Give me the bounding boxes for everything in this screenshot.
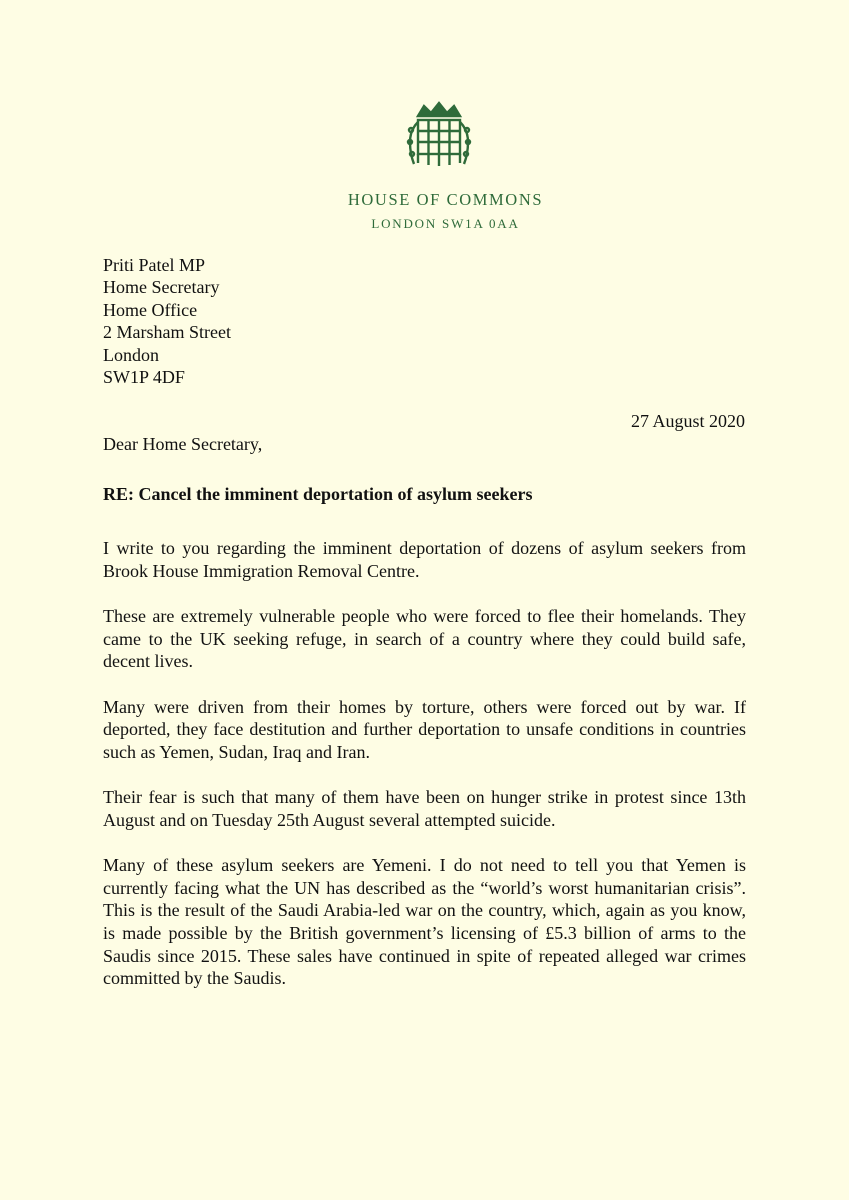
portcullis-crest-icon (404, 100, 474, 174)
letterhead-name: HOUSE OF COMMONS (347, 190, 544, 209)
letter-body (103, 537, 746, 1012)
body-paragraph: Many were driven from their homes by torture, others were forced out by war. If deported, they face destitution and further deportation to unsafe conditions in countries such as Yemen, Sudan, Iraq and Iran. (103, 696, 746, 762)
letter-date: 27 August 2020 (630, 411, 745, 431)
body-paragraph: Many of these asylum seekers are Yemeni. I do not need to tell you that Yemen is currently facing what the UN has described as the “world’s worst humanitarian crisis”. This is the result of the Saudi Arabia-led war on the country, which, again as you know, is made possible by the British government’s licensing of £5.3 billion of arms to the Saudis since 2015. These sales have continued in spite of repeated alleged war crimes committed by the Saudis. (103, 855, 746, 989)
body-paragraph: These are extremely vulnerable people who were forced to flee their homelands. They came to the UK seeking refuge, in search of a country where they could build safe, decent lives. (103, 605, 746, 672)
subject-line: RE: Cancel the imminent deportation of asylum seekers (103, 484, 533, 504)
salutation: Dear Home Secretary, (103, 434, 263, 454)
recipient-line: 2 Marsham Street (103, 322, 231, 343)
recipient-line: Home Secretary (103, 277, 220, 298)
recipient-line: London (103, 344, 159, 365)
recipient-line: Home Office (103, 299, 198, 320)
body-paragraph: Their fear is such that many of them have been on hunger strike in protest since 13th August and on Tuesday 25th August several attempted suicide. (103, 787, 746, 830)
letterhead-address: LONDON SW1A 0AA (371, 216, 520, 231)
recipient-line: Priti Patel MP (103, 255, 206, 275)
body-paragraph: I write to you regarding the imminent deportation of dozens of asylum seekers from Brook House Immigration Removal Centre. (103, 538, 746, 581)
recipient-line: SW1P 4DF (103, 367, 185, 388)
recipient-address (103, 254, 231, 388)
